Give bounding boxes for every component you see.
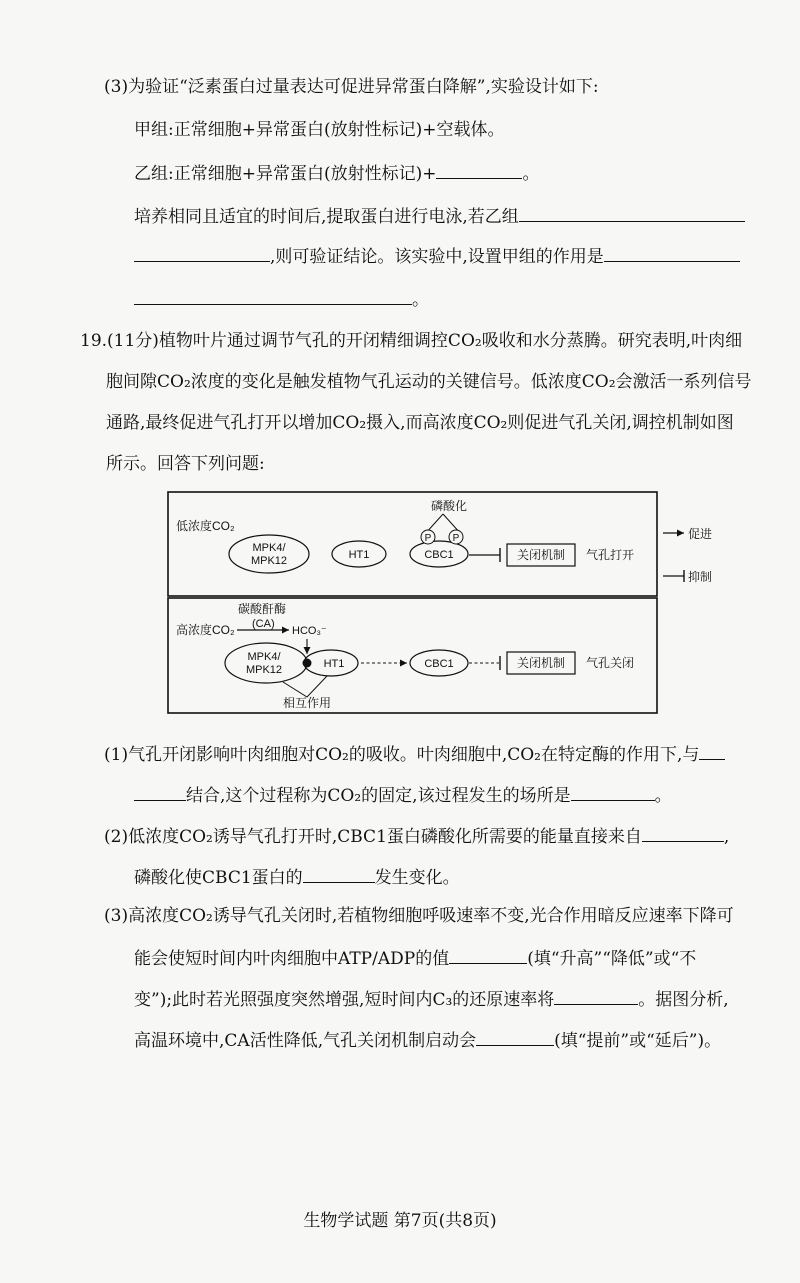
ca-enzyme-label: 碳酸酐酶 — [238, 602, 287, 616]
q19-2-comma: , — [723, 827, 730, 847]
q19-line-2: 胞间隙CO₂浓度的变化是触发植物气孔运动的关键信号。低浓度CO₂会激活一系列信号 — [106, 372, 752, 392]
legend-promote-label: 促进 — [688, 527, 713, 541]
phosphate-label-2: P — [452, 533, 460, 544]
cbc1-label-low: CBC1 — [424, 549, 454, 561]
ca-abbr-label: (CA) — [252, 618, 275, 630]
q19-3-line-3 — [134, 986, 729, 1012]
mpk-label-2: MPK12 — [250, 555, 288, 567]
q19-1-line-2 — [134, 782, 672, 808]
answer-blank[interactable] — [699, 741, 725, 760]
mpk-label-high-1: MPK4/ — [247, 651, 281, 663]
q19-3-text-3: 变”);此时若光照强度突然增强,短时间内C₃的还原速率将 — [134, 990, 555, 1010]
q19-2-line-1 — [104, 823, 729, 849]
q19-2-text-2: 磷酸化使CBC1蛋白的 — [134, 868, 303, 888]
q19-3-line-4 — [134, 1027, 721, 1053]
answer-blank[interactable] — [642, 823, 724, 842]
low-co2-label: 低浓度CO₂ — [176, 519, 235, 533]
q19-1-text-2: 结合,这个过程称为CO₂的固定,该过程发生的场所是 — [186, 786, 571, 806]
q19-3-text-3b: 。据图分析, — [638, 990, 729, 1010]
interaction-label: 相互作用 — [282, 696, 332, 710]
phosphorylation-label: 磷酸化 — [430, 499, 468, 513]
high-co2-label: 高浓度CO₂ — [176, 623, 235, 637]
stomata-close-label: 气孔关闭 — [586, 656, 635, 670]
q19-1-line-1 — [104, 741, 725, 767]
q19-1-text: (1)气孔开闭影响叶肉细胞对CO₂的吸收。叶肉细胞中,CO₂在特定酶的作用下,与 — [104, 745, 700, 765]
stomata-open-label: 气孔打开 — [586, 548, 635, 562]
legend-inhibit-label: 抑制 — [688, 570, 713, 584]
q19-1-end: 。 — [654, 786, 672, 806]
q18-group-b-text: 乙组:正常细胞+异常蛋白(放射性标记)+ — [134, 164, 437, 184]
ht1-label-low: HT1 — [348, 549, 370, 561]
mpk-label-high-2: MPK12 — [245, 664, 283, 676]
q19-3-text-4b: (填“提前”或“延后”)。 — [554, 1031, 722, 1051]
answer-blank[interactable] — [571, 782, 655, 801]
phosphate-label-1: P — [424, 533, 432, 544]
page-footer: 生物学试题 第7页(共8页) — [303, 1211, 497, 1231]
q18-group-a: 甲组:正常细胞+异常蛋白(放射性标记)+空载体。 — [134, 120, 505, 140]
q19-3-text-2: 能会使短时间内叶肉细胞中ATP/ADP的值 — [134, 949, 450, 969]
mpk-node-low — [229, 535, 309, 573]
q18-end-mark: 。 — [412, 290, 429, 310]
q19-3-text-4: 高温环境中,CA活性降低,气孔关闭机制启动会 — [134, 1031, 477, 1051]
low-co2-panel — [168, 492, 657, 596]
answer-blank[interactable] — [134, 782, 186, 801]
answer-blank[interactable] — [554, 986, 638, 1005]
closing-mechanism-label-high: 关闭机制 — [516, 656, 566, 670]
cbc1-label-high: CBC1 — [424, 658, 454, 670]
binding-dot — [303, 659, 312, 668]
mpk-node-high — [225, 643, 307, 683]
answer-blank[interactable] — [303, 864, 375, 883]
q19-line-3: 通路,最终促进气孔打开以增加CO₂摄入,而高浓度CO₂则促进气孔关闭,调控机制如图 — [106, 413, 734, 433]
mpk-label-1: MPK4/ — [252, 542, 286, 554]
q18-group-b-end: 。 — [522, 164, 540, 184]
closing-mechanism-label-low: 关闭机制 — [516, 548, 566, 562]
q18-verify-text: ,则可验证结论。该实验中,设置甲组的作用是 — [270, 247, 604, 267]
ht1-label-high: HT1 — [323, 658, 345, 670]
q19-2-line-2 — [134, 864, 460, 890]
q18-culture-text: 培养相同且适宜的时间后,提取蛋白进行电泳,若乙组 — [134, 207, 519, 227]
hco3-label: HCO₃⁻ — [292, 625, 327, 637]
answer-blank[interactable] — [476, 1027, 554, 1046]
q19-3-line-2 — [134, 945, 696, 971]
q19-line-1: 19.(11分)植物叶片通过调节气孔的开闭精细调控CO₂吸收和水分蒸腾。研究表明,叶肉细 — [80, 331, 743, 351]
q19-3-line-1: (3)高浓度CO₂诱导气孔关闭时,若植物细胞呼吸速率不变,光合作用暗反应速率下降可 — [104, 906, 734, 926]
answer-blank[interactable] — [449, 945, 527, 964]
q19-2-text-3: 发生变化。 — [374, 868, 460, 888]
q19-2-text: (2)低浓度CO₂诱导气孔打开时,CBC1蛋白磷酸化所需要的能量直接来自 — [104, 827, 642, 847]
q19-3-text-2b: (填“升高”“降低”或“不 — [527, 949, 697, 969]
q18-part3-intro: (3)为验证“泛素蛋白过量表达可促进异常蛋白降解”,实验设计如下: — [104, 77, 599, 97]
q19-line-4: 所示。回答下列问题: — [106, 454, 265, 474]
